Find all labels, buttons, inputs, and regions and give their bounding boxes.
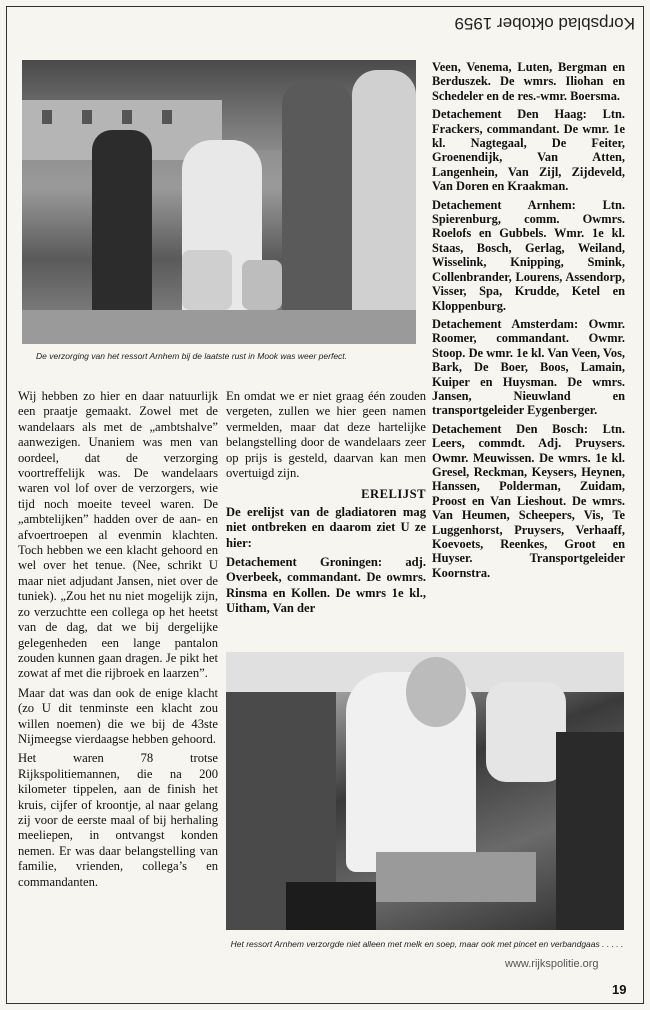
photo-verzorging-pincet <box>226 652 624 930</box>
page-header: Korpsblad oktober 1959 <box>454 14 635 33</box>
website-watermark: www.rijkspolitie.org <box>505 958 599 970</box>
middle-column <box>226 389 426 621</box>
photo-verzorging-mook <box>22 60 416 344</box>
photo2-caption: Het ressort Arnhem verzorgde niet alleen met melk en soep, maar ook met pincet en verbandgaas . . . . . <box>230 939 624 949</box>
detachement-arnhem: Detachement Arnhem: Ltn. Spierenburg, comm. Owmrs. Roelofs en Gubbels. Wmr. 1e kl. Staas, Bosch, Gerlag, Weiland, Wisselink, Knipping, Smink, Collenbrander, Lourens, Assendorp, Visser, Spa, Krudde, Ketel en Kloppenburg. <box>432 197 625 313</box>
left-paragraph: Maar dat was dan ook de enige klacht (zo U dit tenminste een klacht zou willen noemen) die we bij de 43ste Nijmeegse vierdaagse hebben gehoord. <box>18 685 218 746</box>
left-paragraph: Wij hebben zo hier en daar natuurlijk een praatje gemaakt. Zowel met de wandelaars als met de „ambtshalve” aanwezigen. Unaniem was men van oordeel, dat de verzorging voortreffelijk was. De wandelaars waren vol lof over de verzorgers, wie tijd noch moeite teveel waren. De „ambtelijken” hadden over de aan- en afvoertroepen al evenmin klachten. Toch hebben we een klacht gehoord en wel over het tenue. (Nee, schrikt U maar niet adjudant Jansen, niet over de tuniek). „Zou het nu niet mogelijk zijn, zo verzuchtte een collega op het heetst van de dag, dat we bij dergelijke gelegenheden een lange pantalon zouden kunnen gaan dragen. Je pikt het zowat af met die rijbroek en laarzen”. <box>18 389 218 681</box>
erelijst-heading: ERELIJST <box>361 487 426 502</box>
erelijst-intro: De erelijst van de gladiatoren mag niet ontbreken en daarom ziet U ze hier: <box>226 504 426 550</box>
detachement-den-haag: Detachement Den Haag: Ltn. Frackers, commandant. De wmr. 1e kl. Nagtegaal, De Feiter, Groenendijk, Van Atten, Langenhein, Van Zijl, Zijdeveld, Van Doren en Kraakman. <box>432 107 625 194</box>
photo1-caption: De verzorging van het ressort Arnhem bij de laatste rust in Mook was weer perfect. <box>36 351 348 361</box>
detachement-groningen: Detachement Groningen: adj. Overbeek, commandant. De owmrs. Rinsma en Kollen. De wmrs 1e kl., Uitham, Van der <box>226 555 426 616</box>
right-paragraph: Veen, Venema, Luten, Bergman en Berduszek. De wmrs. Iliohan en Schedeler en de res.-wmr. Boersma. <box>432 60 625 103</box>
detachement-amsterdam: Detachement Amsterdam: Owmr. Roomer, commandant. Owmr. Stoop. De wmr. 1e kl. Van Veen, Vos, Bark, De Boer, Boos, Lamain, Kuiper en Huysman. De wmrs. Jansen, Nieuwland en transportgeleider Eygenberger. <box>432 316 625 418</box>
page-number: 19 <box>612 982 627 997</box>
left-paragraph: Het waren 78 trotse Rijkspolitiemannen, die na 200 kilometer tippelen, aan de finish het kruis, cijfer of kroontje, al naar gelang zij voor de eerste maal of bij herhaling meeliepen, in ontvangst konden nemen. Er was daar belangstelling van familie, vrienden, collega’s en commandanten. <box>18 751 218 889</box>
left-column <box>18 389 218 894</box>
detachement-den-bosch: Detachement Den Bosch: Ltn. Leers, commdt. Adj. Pruysers. Owmr. Meuwissen. De wmrs. 1e kl. Gresel, Reckman, Keysers, Heynen, Hanssen, Polderman, Zuidam, Proost en Van Lieshout. De wmrs. Van Heumen, Scheepers, Vis, Te Luggenhorst, Pruysers, Verhaaff, Koevoets, Reenkes, Groot en Huyser. Transportgeleider Koornstra. <box>432 421 625 580</box>
right-column <box>432 60 625 584</box>
mid-paragraph: En omdat we er niet graag één zouden vergeten, zullen we hier geen namen vermelden, maar dat deze hartelijke belangstelling door de wandelaars zeer op prijs is gesteld, daarvan kan men overtuigd zijn. <box>226 389 426 481</box>
